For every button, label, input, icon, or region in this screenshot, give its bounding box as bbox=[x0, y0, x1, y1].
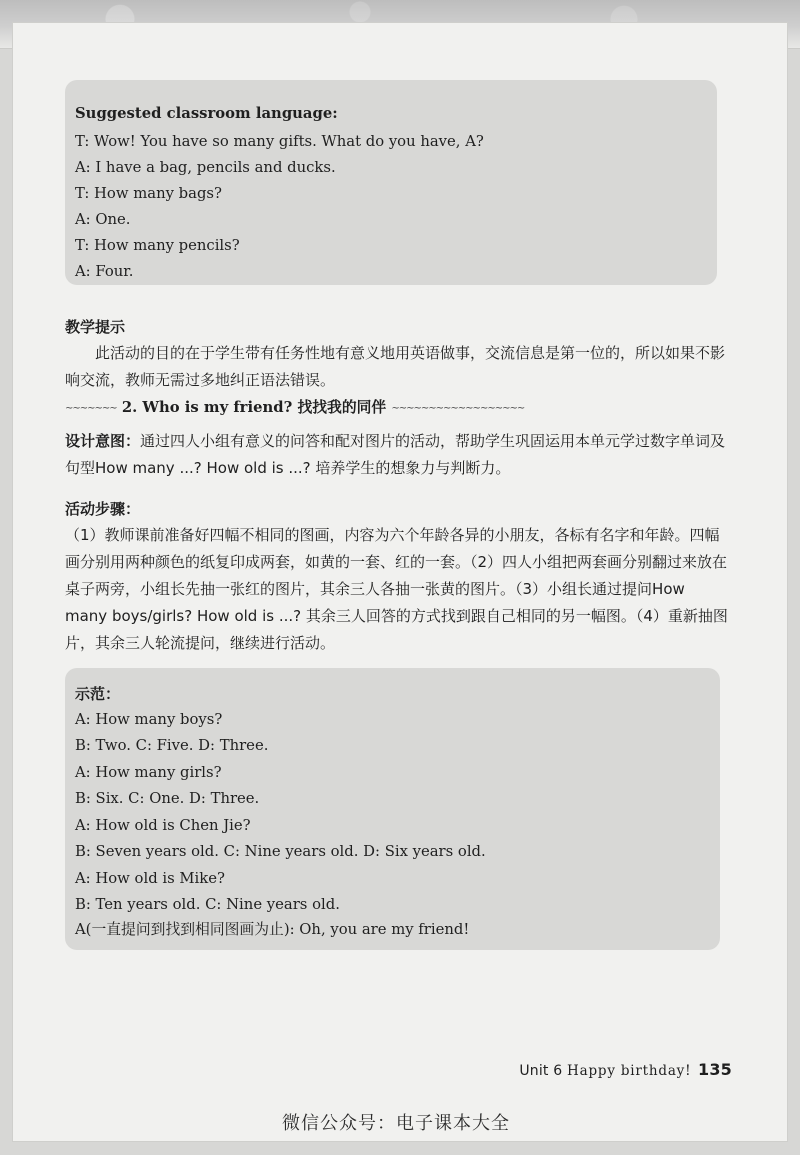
demo-line: B: Two. C: Five. D: Three. bbox=[75, 737, 269, 754]
dialogue-line: T: Wow! You have so many gifts. What do you have, A? bbox=[75, 133, 484, 150]
unit-label: Unit 6 bbox=[519, 1063, 563, 1079]
demo-line: B: Seven years old. C: Nine years old. D: Six years old. bbox=[75, 843, 486, 860]
demo-line: A: How many girls? bbox=[75, 764, 222, 781]
demo-line: B: Six. C: One. D: Three. bbox=[75, 790, 260, 807]
watermark-text: 微信公众号：电子课本大全 bbox=[282, 1113, 510, 1134]
dialogue-line: A: I have a bag, pencils and ducks. bbox=[75, 159, 336, 176]
demo-line: B: Ten years old. C: Nine years old. bbox=[75, 896, 340, 913]
wave-divider-left: ∼∼∼∼∼∼∼ bbox=[65, 402, 117, 414]
activity-steps-text: （1）教师课前准备好四幅不相同的图画，内容为六个年龄各异的小朋友，各标有名字和年龄。四幅画分别用两种颜色的纸复印成两套，如黄的一套、红的一套。（2）四人小组把两套画分别翻过来放在桌子两旁，小组长先抽一张红的图片，其余三人各抽一张黄的图片。（3）小组长通过提问How many boys/girls? How old is ...? 其余三人回答的方式找到跟自己相同的另一幅图。（4）重新抽图片，其余三人轮流提问，继续进行活动。 bbox=[65, 526, 728, 652]
suggested-language-title: Suggested classroom language: bbox=[75, 105, 338, 122]
design-intent-label: 设计意图： bbox=[65, 432, 141, 450]
dialogue-line: T: How many pencils? bbox=[75, 237, 240, 254]
demo-title: 示范： bbox=[75, 685, 121, 703]
demo-line: A: How many boys? bbox=[75, 711, 223, 728]
page-number: 135 bbox=[698, 1060, 732, 1079]
dialogue-line: T: How many bags? bbox=[75, 185, 222, 202]
unit-title: Happy birthday! bbox=[567, 1063, 692, 1079]
wave-divider-right: ∼∼∼∼∼∼∼∼∼∼∼∼∼∼∼∼∼∼ bbox=[391, 402, 525, 414]
demo-line: A(一直提问到找到相同图画为止): Oh, you are my friend! bbox=[75, 921, 470, 938]
activity-title: 2. Who is my friend? 找找我的同伴 bbox=[121, 399, 387, 416]
teaching-tip-title: 教学提示 bbox=[65, 318, 126, 336]
page-footer bbox=[519, 1060, 732, 1079]
dialogue-line: A: One. bbox=[75, 211, 131, 228]
activity-steps-title: 活动步骤： bbox=[65, 500, 141, 518]
demo-line: A: How old is Mike? bbox=[75, 870, 225, 887]
activity-header bbox=[65, 396, 524, 417]
teaching-tip-text: 此活动的目的在于学生带有任务性地有意义地用英语做事，交流信息是第一位的，所以如果不影响交流，教师无需过多地纠正语法错误。 bbox=[65, 344, 726, 389]
demo-line: A: How old is Chen Jie? bbox=[75, 817, 251, 834]
design-intent-text: 通过四人小组有意义的问答和配对图片的活动，帮助学生巩固运用本单元学过数字单词及句型How many ...? How old is ...? 培养学生的想象力与判断力。 bbox=[65, 432, 726, 477]
design-intent bbox=[65, 428, 730, 482]
dialogue-line: A: Four. bbox=[75, 263, 134, 280]
